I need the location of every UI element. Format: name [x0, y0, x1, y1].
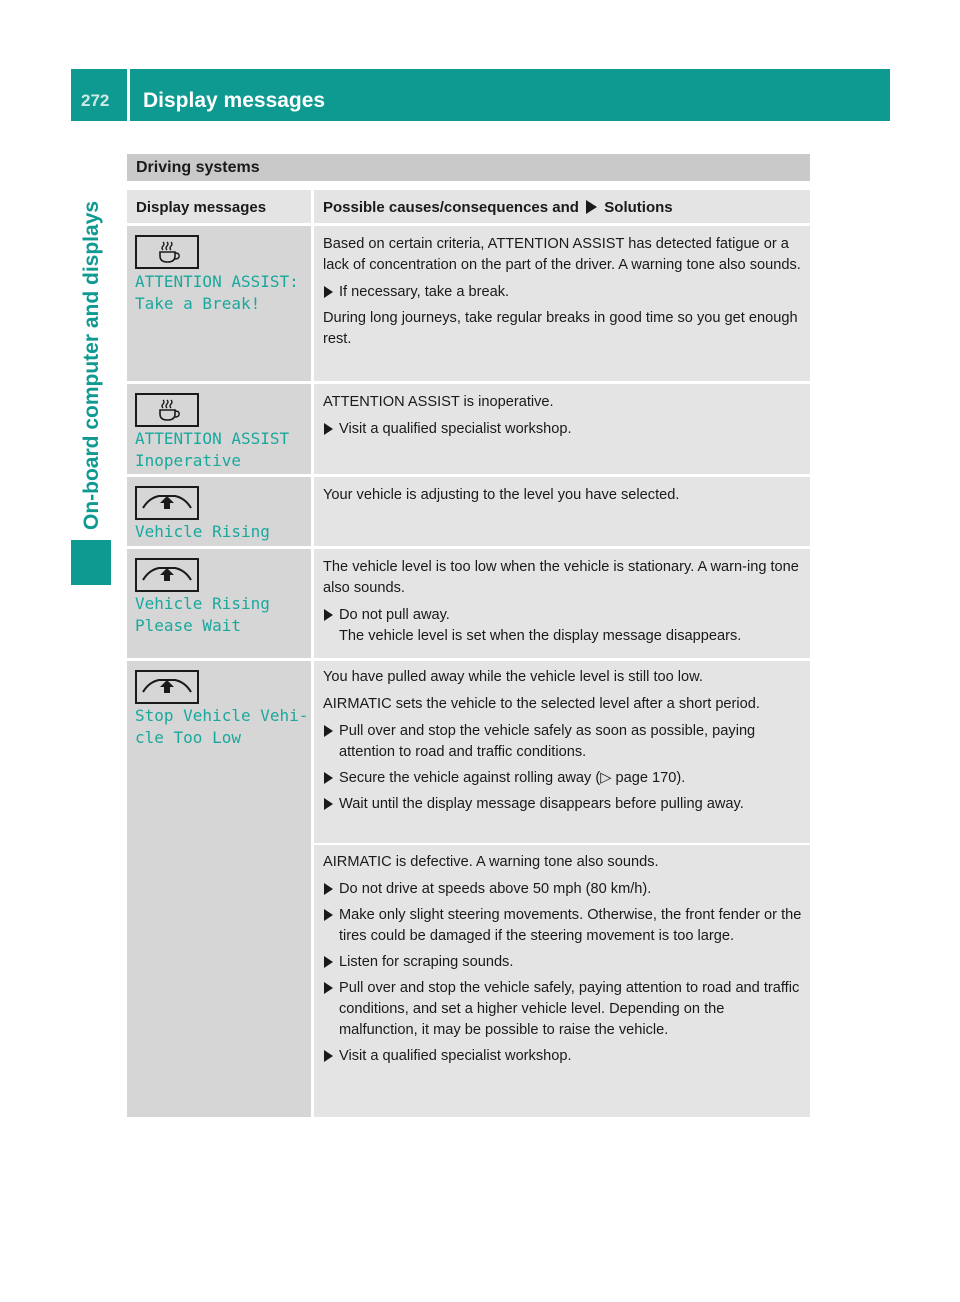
column-header-causes — [314, 190, 810, 223]
cause-text: Based on certain criteria, ATTENTION ASSIST has detected fatigue or a lack of concentration on the part of the driver. A warning tone also sounds. — [323, 236, 801, 273]
coffee-cup-icon — [135, 235, 199, 269]
causes-suffix: Solutions — [604, 199, 673, 216]
cause-text: During long journeys, take regular breaks in good time so you get enough rest. — [323, 310, 798, 347]
cause-text: The vehicle level is too low when the vehicle is stationary. A warn-ing tone also sounds. — [323, 559, 799, 596]
column-header-display — [127, 190, 311, 223]
cause-text: AIRMATIC is defective. A warning tone also sounds. — [323, 854, 659, 870]
table-row-5-display — [127, 661, 311, 1117]
solution-step: Pull over and stop the vehicle safely as soon as possible, paying attention to road and traffic conditions. — [323, 721, 805, 763]
page-number: 272 — [81, 91, 110, 110]
solution-step: Do not drive at speeds above 50 mph (80 km/h). — [323, 879, 805, 900]
step-text: ). — [676, 770, 686, 786]
solution-step-continuation: The vehicle level is set when the display message disappears. — [339, 628, 742, 644]
vehicle-level-icon — [135, 670, 199, 704]
page-ref-arrow-icon: ▷ — [600, 770, 616, 786]
table-row-4-display — [127, 549, 311, 658]
solution-step: If necessary, take a break. — [323, 282, 805, 303]
side-tab-block — [71, 540, 111, 585]
solution-step: Listen for scraping sounds. — [323, 952, 805, 973]
solution-step: Wait until the display message disappears before pulling away. — [323, 794, 805, 815]
page-title: Display messages — [143, 89, 326, 112]
table-row-1-display — [127, 226, 311, 381]
causes-prefix: Possible causes/consequences and — [323, 199, 579, 216]
column-header-causes-label — [323, 199, 673, 216]
cause-text: You have pulled away while the vehicle level is still too low. — [323, 669, 703, 685]
step-text: Secure the vehicle against rolling away ( — [339, 770, 601, 786]
row-divider — [314, 843, 810, 845]
page-reference-link[interactable]: page 170 — [615, 770, 677, 786]
section-title: Driving systems — [136, 159, 260, 176]
table-row-2-causes — [314, 384, 810, 474]
solution-step — [323, 768, 805, 789]
cause-text: AIRMATIC sets the vehicle to the selected level after a short period. — [323, 696, 760, 712]
solution-step: Visit a qualified specialist workshop. — [323, 1046, 805, 1067]
display-message: Vehicle Rising Please Wait — [135, 594, 270, 635]
table-row-5-causes — [314, 661, 810, 1117]
table-row-1-causes — [314, 226, 810, 381]
display-message: Vehicle Rising — [135, 522, 270, 541]
table-row-2-display — [127, 384, 311, 474]
vehicle-level-icon — [135, 486, 199, 520]
display-message: Stop Vehicle Vehi‐ cle Too Low — [135, 706, 309, 747]
table-row-3-causes — [314, 477, 810, 546]
header-separator — [127, 69, 130, 121]
page-header — [71, 69, 890, 121]
solution-step: Visit a qualified specialist workshop. — [323, 419, 805, 440]
cause-text: ATTENTION ASSIST is inoperative. — [323, 394, 554, 410]
vehicle-level-icon — [135, 558, 199, 592]
column-header-display-label: Display messages — [136, 199, 267, 216]
cause-text: Your vehicle is adjusting to the level you have selected. — [323, 487, 680, 503]
table-row-4-causes — [314, 549, 810, 658]
section-title-bar — [127, 154, 810, 181]
side-tab-label: On-board computer and displays — [80, 200, 103, 530]
solution-step: Do not pull away. — [323, 605, 805, 626]
table-row-3-display — [127, 477, 311, 546]
solution-step: Make only slight steering movements. Otherwise, the front fender or the tires could be damaged if the steering movement is too large. — [323, 905, 805, 947]
coffee-cup-icon — [135, 393, 199, 427]
display-message: ATTENTION ASSIST Inoperative — [135, 429, 290, 470]
display-message: ATTENTION ASSIST: Take a Break! — [135, 272, 299, 313]
arrow-icon — [586, 200, 597, 214]
solution-step: Pull over and stop the vehicle safely, paying attention to road and traffic conditions, and set a higher vehicle level. Depending on the malfunction, it may be possible to raise the vehicle. — [323, 978, 805, 1041]
